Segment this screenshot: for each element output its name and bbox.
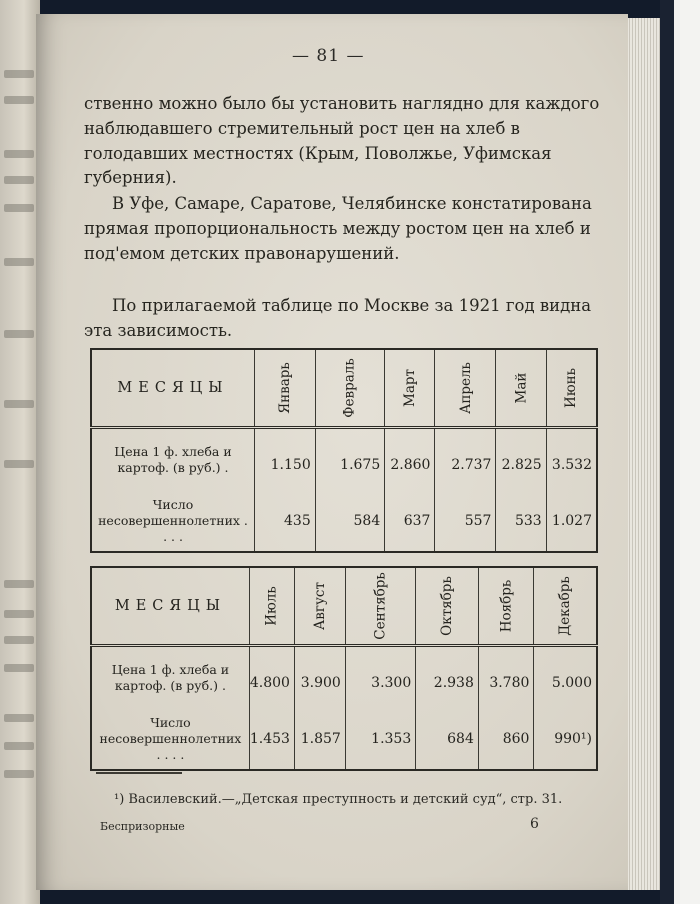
table-header-row <box>91 349 597 428</box>
price-cell: 5.000 <box>534 646 597 710</box>
book-page <box>36 14 628 890</box>
previous-page-edge <box>0 0 40 904</box>
price-cell: 2.825 <box>496 428 546 492</box>
table-row <box>91 646 597 710</box>
minors-cell: 684 <box>416 709 479 770</box>
month-col: Июнь <box>546 349 597 428</box>
minors-cell: 557 <box>435 491 496 552</box>
signature-mark-right: 6 <box>530 816 539 832</box>
price-cell: 2.737 <box>435 428 496 492</box>
minors-cell: 533 <box>496 491 546 552</box>
months-header: МЕСЯЦЫ <box>91 349 255 428</box>
price-label: Цена 1 ф. хлеба и картоф. (в руб.) . <box>91 646 249 710</box>
month-col: Октябрь <box>416 567 479 646</box>
price-cell: 1.675 <box>315 428 385 492</box>
minors-cell: 435 <box>255 491 316 552</box>
paragraph-2: В Уфе, Самаре, Саратове, Челябинске констатирована прямая пропорциональность между ростом цен на хлеб и под'емом детских правонарушений. <box>84 194 592 263</box>
month-col: Сентябрь <box>345 567 415 646</box>
month-col: Февраль <box>315 349 385 428</box>
months-header: МЕСЯЦЫ <box>91 567 249 646</box>
month-col: Апрель <box>435 349 496 428</box>
minors-cell: 1.857 <box>294 709 345 770</box>
minors-cell: 1.453 <box>249 709 294 770</box>
table-row <box>91 709 597 770</box>
price-cell: 2.938 <box>416 646 479 710</box>
paragraph-1: ственно можно было бы установить наглядно для каждого наблюдавшего стремительный рост цен на хлеб в голодавших местностях (Крым, Поволжье, Уфимская губерния). <box>84 94 600 188</box>
month-col: Июль <box>249 567 294 646</box>
month-col: Ноябрь <box>478 567 534 646</box>
minors-cell: 1.353 <box>345 709 415 770</box>
footnote: ¹) Василевский.—„Детская преступность и детский суд“, стр. 31. <box>114 792 563 807</box>
signature-mark-left: Беспризорные <box>100 820 185 833</box>
month-col: Декабрь <box>534 567 597 646</box>
price-cell: 3.900 <box>294 646 345 710</box>
background-right <box>660 0 700 904</box>
month-col: Август <box>294 567 345 646</box>
minors-cell: 860 <box>478 709 534 770</box>
minors-label: Число несовершеннолетних . . . . <box>91 491 255 552</box>
minors-label: Число несовершеннолетних . . . . <box>91 709 249 770</box>
price-label: Цена 1 ф. хлеба и картоф. (в руб.) . <box>91 428 255 492</box>
table-first-half-year <box>90 348 598 553</box>
minors-cell: 1.027 <box>546 491 597 552</box>
month-col: Март <box>385 349 435 428</box>
paragraph-3: По прилагаемой таблице по Москве за 1921 год видна эта зависимость. <box>84 296 592 340</box>
month-col: Январь <box>255 349 316 428</box>
price-cell: 3.532 <box>546 428 597 492</box>
price-cell: 4.800 <box>249 646 294 710</box>
minors-cell: 990¹) <box>534 709 597 770</box>
price-cell: 3.300 <box>345 646 415 710</box>
table-second-half-year <box>90 566 598 771</box>
month-col: Май <box>496 349 546 428</box>
price-cell: 1.150 <box>255 428 316 492</box>
minors-cell: 637 <box>385 491 435 552</box>
price-cell: 2.860 <box>385 428 435 492</box>
table-header-row <box>91 567 597 646</box>
table-row <box>91 428 597 492</box>
minors-cell: 584 <box>315 491 385 552</box>
footnote-rule <box>96 772 182 774</box>
page-number: — 81 — <box>292 46 365 66</box>
table-row <box>91 491 597 552</box>
price-cell: 3.780 <box>478 646 534 710</box>
